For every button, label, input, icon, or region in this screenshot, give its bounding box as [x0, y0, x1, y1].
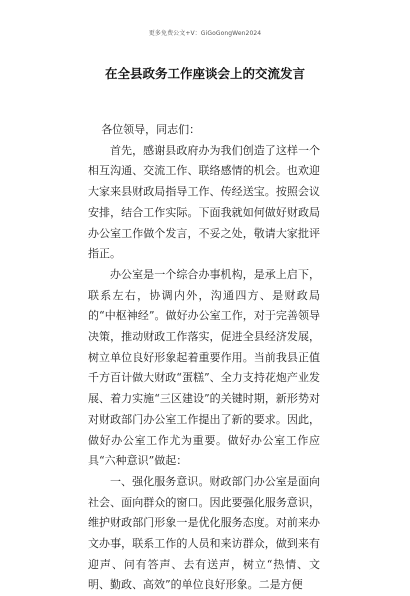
paragraph-3: 一、强化服务意识。财政部门办公室是面向社会、面向群众的窗口。因此要强化服务意识，维护财政部门形象一是优化服务态度。对前来办文办事，联系工作的人员和来访群众，做到来有迎声、问有答声、去有送声，树立“热情、文明、勤政、高效”的单位良好形象。二是方便: [88, 474, 320, 592]
document-title: 在全县政务工作座谈会上的交流发言: [104, 66, 305, 81]
salutation: 各位领导，同志们：: [101, 123, 201, 136]
header-note: 更多免费公文+V：GiGoGongWen2024: [148, 30, 262, 37]
paragraph-1: 首先，感谢县政府办为我们创造了这样一个相互沟通、交流工作、联络感情的机会。也欢迎大家来县财政局指导工作、传经送宝。按照会议安排，结合工作实际。下面我就如何做好财政局办公室工作做个发言，不妥之处，敬请大家批评指正。: [88, 143, 320, 261]
paragraph-2: 办公室是一个综合办事机构，是承上启下，联系左右，协调内外，沟通四方、是财政局的“中枢神经”。做好办公室工作，对于完善领导决策，推动财政工作落实，促进全县经济发展，树立单位良好形象起着重要作用。当前我县正值千方百计做大财政“蛋糕”、全力支持花炮产业发展、着力实施“三区建设”的关键时期，新形势对对财政部门办公室工作提出了新的要求。因此，做好办公室工作尤为重要。做好办公室工作应具“六种意识”做起：: [88, 267, 320, 468]
document-body: [88, 120, 320, 596]
